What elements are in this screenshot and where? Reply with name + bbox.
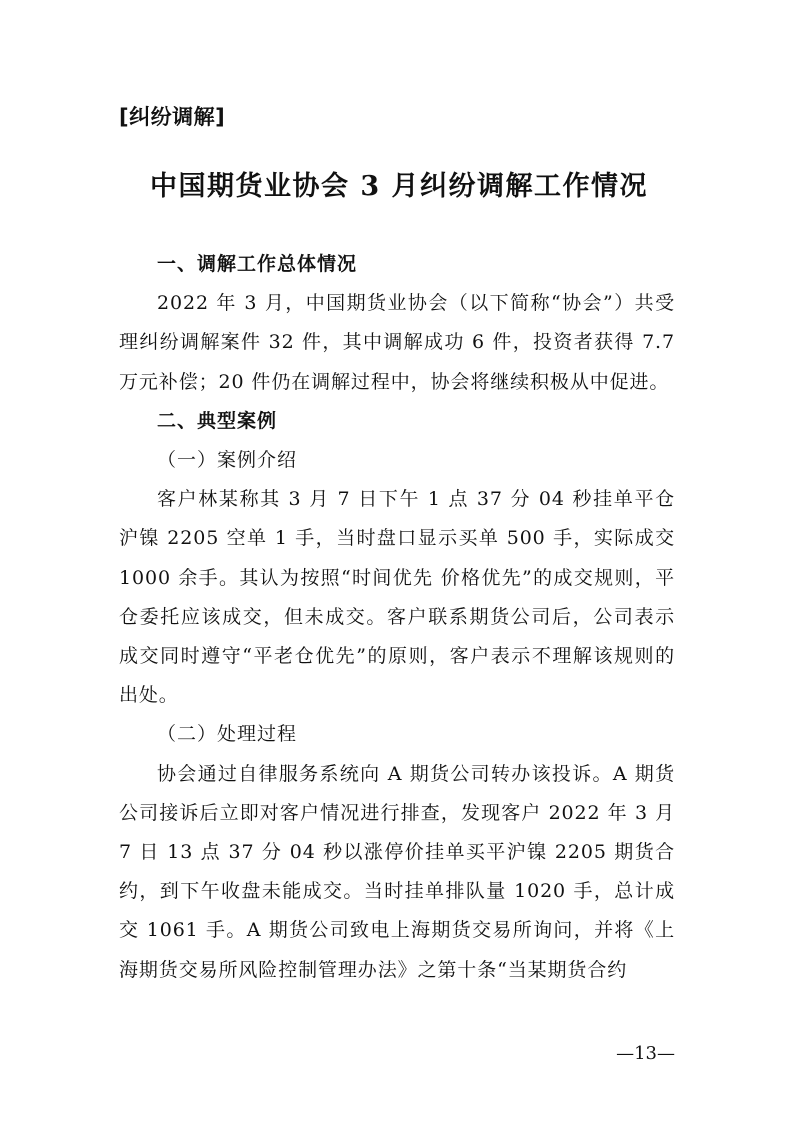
section-heading-overview: 一、调解工作总体情况 bbox=[157, 253, 358, 275]
paragraph-process: 协会通过自律服务系统向 A 期货公司转办该投诉。A 期货公司接诉后立即对客户情况进行排查，发现客户 2022 年 3 月 7 日 13 点 37 分 04 秒以涨停价挂单买平沪镍 2205 期货合约，到下午收盘未能成交。当时挂单排队量 1020 手，总计成交 1061 手。A 期货公司致电上海期货交易所询问，并将《上海期货交易所风险控制管理办法》之第十条“当某期货合约 bbox=[119, 762, 675, 981]
page-number: —13— bbox=[616, 1043, 675, 1064]
paragraph-case-intro: 客户林某称其 3 月 7 日下午 1 点 37 分 04 秒挂单平仓沪镍 2205 空单 1 手，当时盘口显示买单 500 手，实际成交 1000 余手。其认为按照“时间优先 价格优先”的成交规则，平仓委托应该成交，但未成交。客户联系期货公司后，公司表示成交同时遵守“平老仓优先”的原则，客户表示不理解该规则的出处。 bbox=[119, 488, 675, 707]
document-body bbox=[119, 245, 675, 990]
subsection-heading-process: （二）处理过程 bbox=[157, 723, 298, 746]
page-title: 中国期货业协会 3 月纠纷调解工作情况 bbox=[149, 171, 649, 202]
paragraph-overview: 2022 年 3 月，中国期货业协会（以下简称“协会”）共受理纠纷调解案件 32 件，其中调解成功 6 件，投资者获得 7.7 万元补偿；20 件仍在调解过程中，协会将继续积极从中促进。 bbox=[119, 292, 675, 393]
section-heading-cases: 二、典型案例 bbox=[157, 409, 278, 432]
subsection-heading-case-intro: （一）案例介绍 bbox=[157, 449, 298, 472]
section-tag: [纠纷调解] bbox=[119, 105, 226, 129]
